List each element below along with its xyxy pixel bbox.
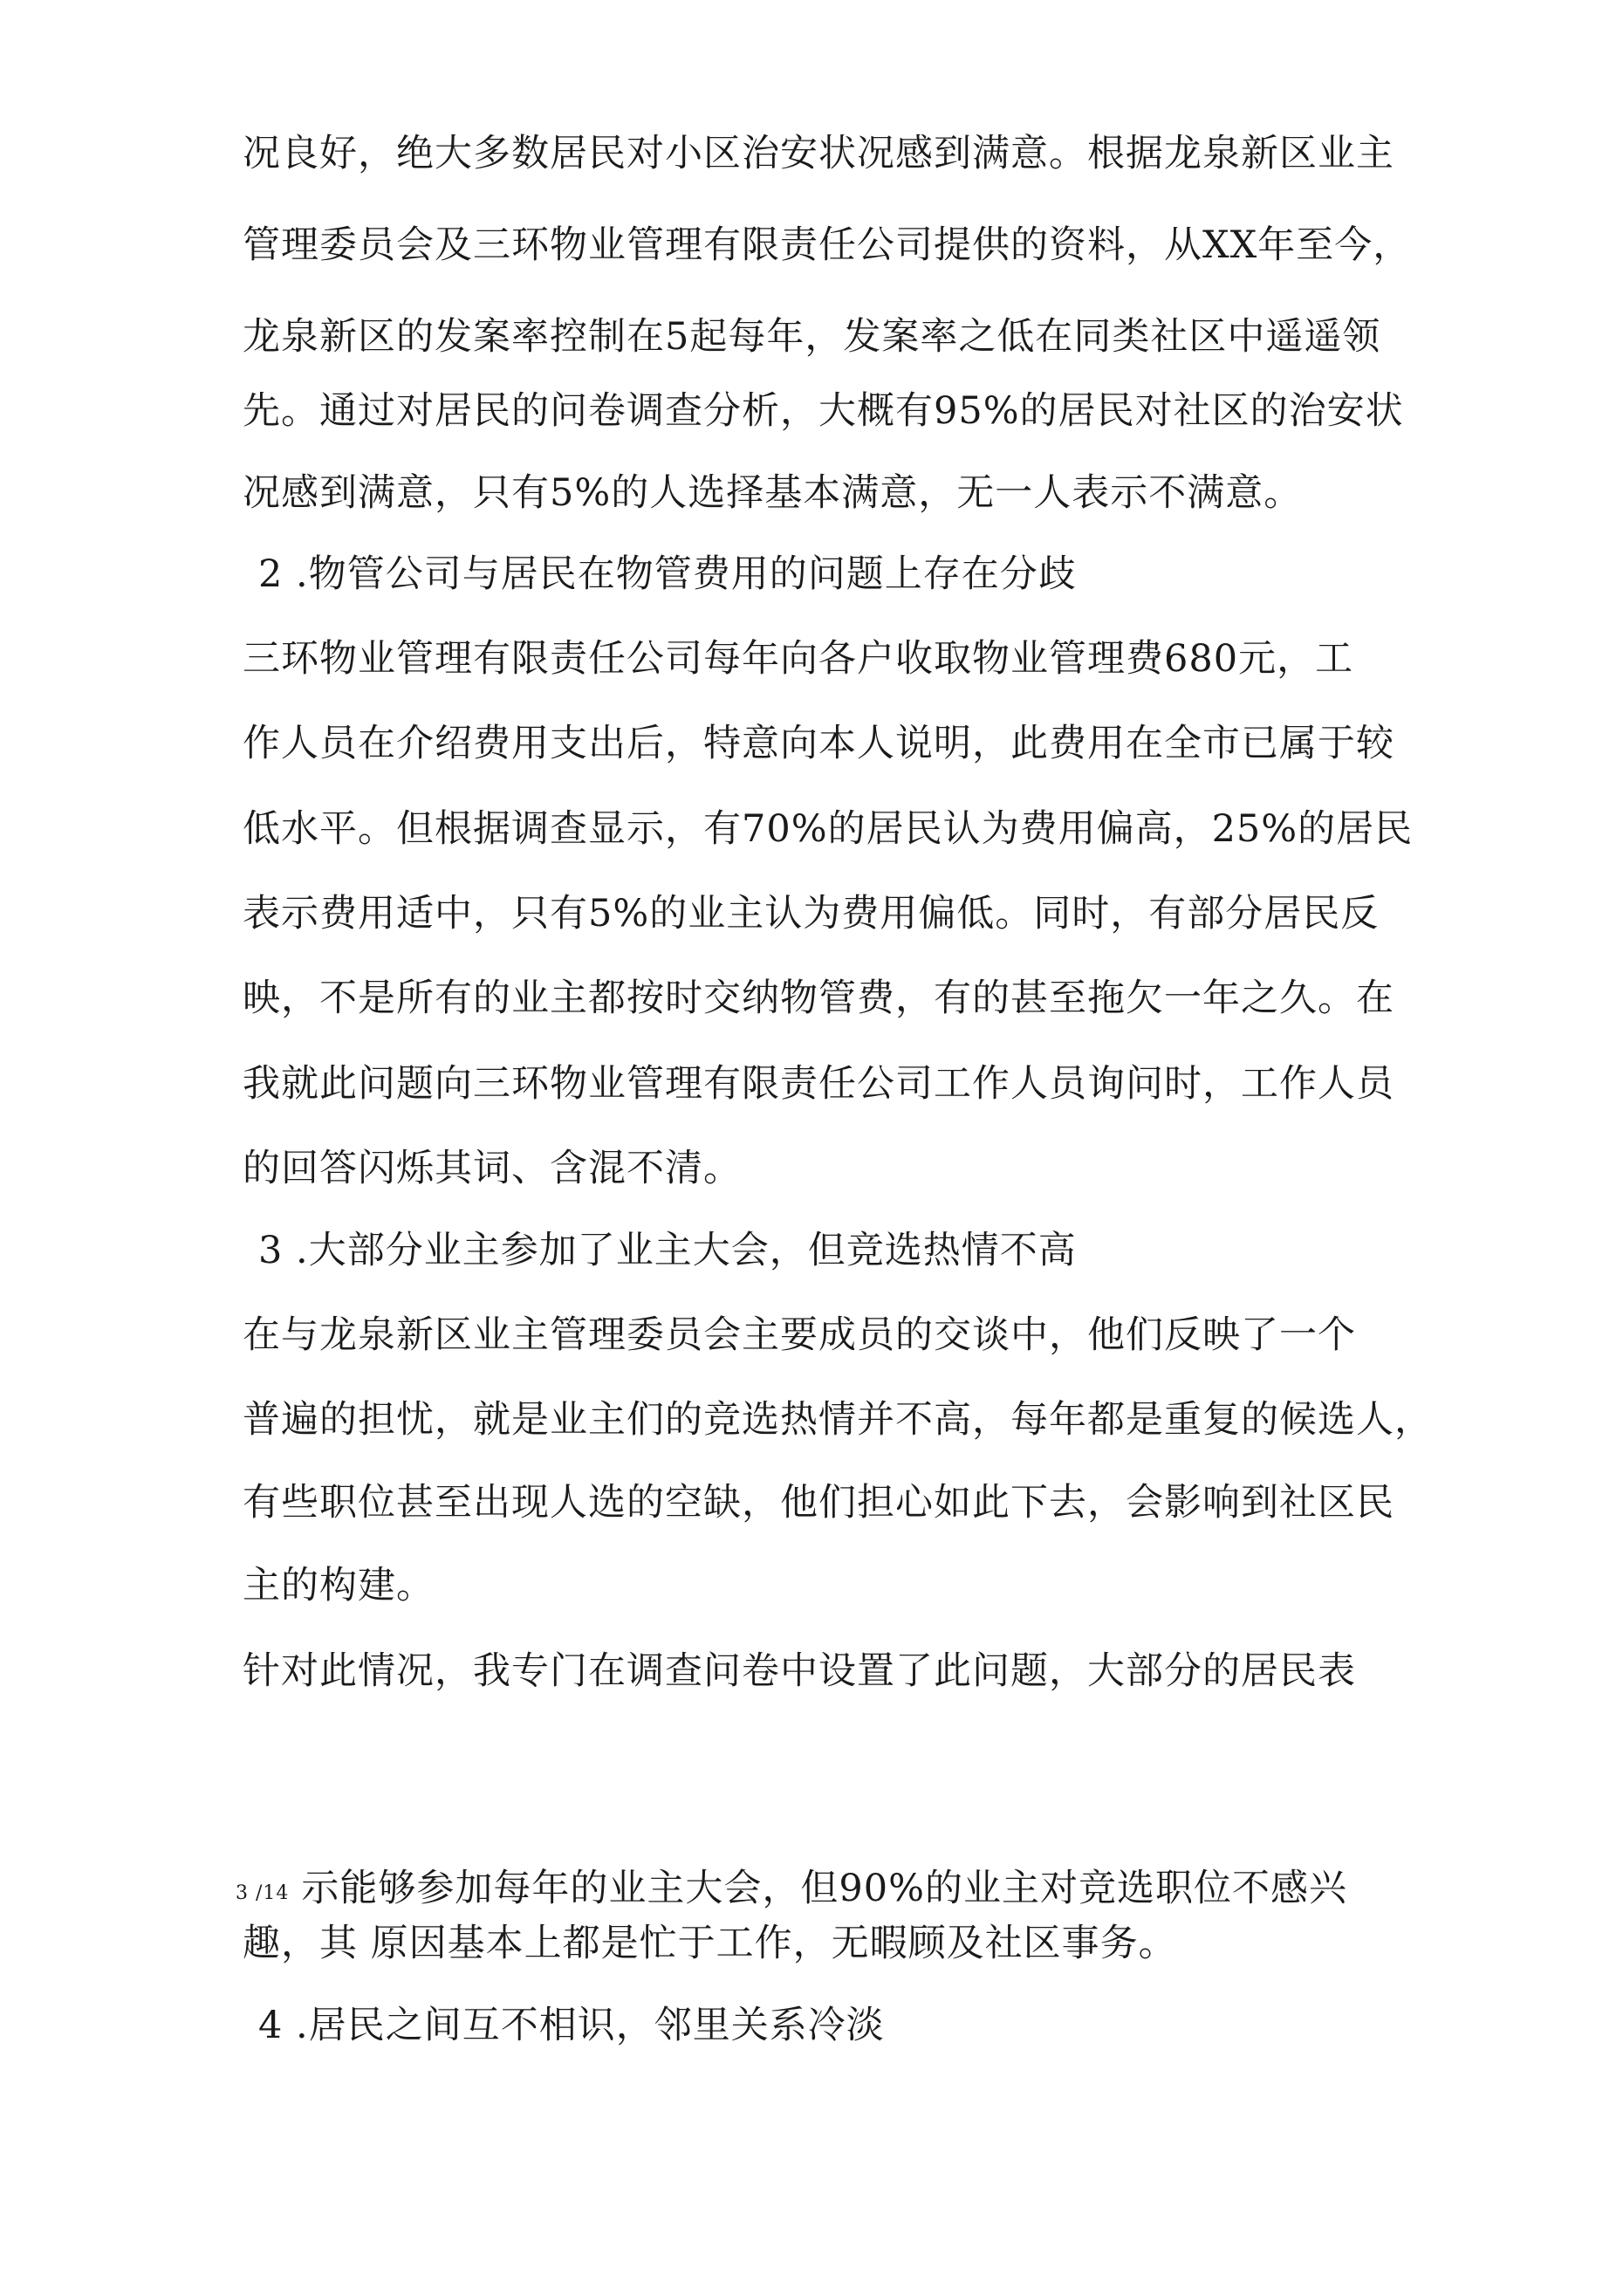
paragraph-line: 管理委员会及三环物业管理有限责任公司提供的资料，从XX年至今， [243,223,1412,267]
paragraph-line: 低水平。但根据调查显示，有70%的居民认为费用偏高，25%的居民 [243,807,1414,851]
paragraph-line: 我就此问题向三环物业管理有限责任公司工作人员询问时，工作人员 [243,1062,1394,1106]
paragraph-continuation: 示能够参加每年的业主大会，但90%的业主对竞选职位不感兴 [301,1867,1347,1910]
page-number: 3 /14 [236,1882,290,1904]
section-heading: 3 .大部分业主参加了业主大会，但竞选热情不高 [258,1229,1077,1272]
paragraph-line: 有些职位甚至出现人选的空缺，他们担心如此下去，会影响到社区民 [243,1481,1394,1525]
paragraph-line: 况感到满意，只有5%的人选择基本满意，无一人表示不满意。 [243,471,1303,515]
page-footer-line [236,1862,1347,1920]
paragraph-line: 普遍的担忧，就是业主们的竞选热情并不高，每年都是重复的候选人， [243,1398,1433,1442]
paragraph-line: 的回答闪烁其词、含混不清。 [243,1147,742,1190]
paragraph-line: 趣，其 原因基本上都是忙于工作，无暇顾及社区事务。 [243,1922,1177,1965]
paragraph-line: 表示费用适中，只有5%的业主认为费用偏低。同时，有部分居民反 [243,892,1380,936]
paragraph-line: 映，不是所有的业主都按时交纳物管费，有的甚至拖欠一年之久。在 [243,977,1394,1020]
section-heading: 4 .居民之间互不相识，邻里关系冷淡 [258,2004,885,2047]
paragraph-line: 龙泉新区的发案率控制在5起每年，发案率之低在同类社区中遥遥领 [243,315,1381,359]
paragraph-line: 况良好，绝大多数居民对小区治安状况感到满意。根据龙泉新区业主 [243,132,1394,175]
paragraph-line: 作人员在介绍费用支出后，特意向本人说明，此费用在全市已属于较 [243,722,1394,765]
paragraph-line: 三环物业管理有限责任公司每年向各户收取物业管理费680元，工 [243,637,1354,681]
paragraph-line: 先。通过对居民的问卷调查分析，大概有95%的居民对社区的治安状 [243,389,1404,433]
paragraph-line: 主的构建。 [243,1564,435,1607]
paragraph-line: 在与龙泉新区业主管理委员会主要成员的交谈中，他们反映了一个 [243,1313,1356,1357]
section-heading: 2 .物管公司与居民在物管费用的问题上存在分歧 [258,552,1077,596]
paragraph-line: 针对此情况，我专门在调查问卷中设置了此问题，大部分的居民表 [243,1649,1356,1693]
